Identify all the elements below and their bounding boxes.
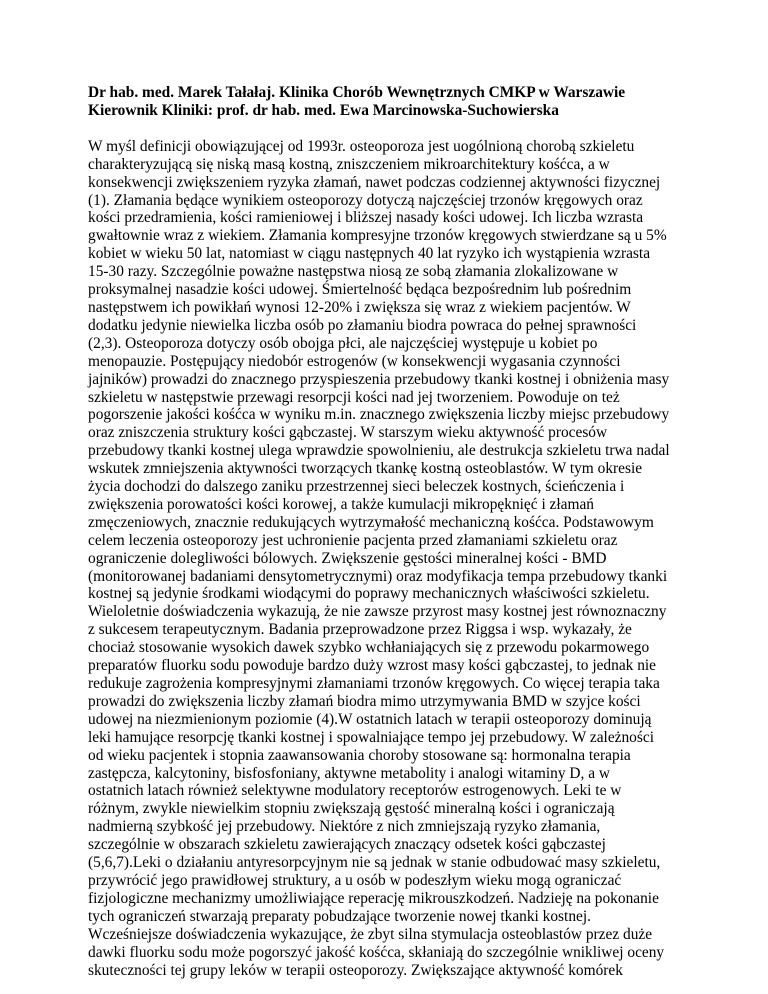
body-text-line: kostnej są jedynie środkami wiodącymi do poprawy mechanicznych właściwości szkieletu.: [88, 585, 650, 603]
article-body: [88, 138, 688, 980]
body-text-line: przywrócić jego prawidłowej struktury, a u osób w podeszłym wieku mogą ograniczać: [88, 871, 622, 889]
body-text-line: Wcześniejsze doświadczenia wykazujące, że zbyt silna stymulacja osteoblastów przez duże: [88, 925, 653, 943]
body-text-line: tych ograniczeń stwarzają preparaty pobudzające tworzenie nowej tkanki kostnej.: [88, 907, 591, 925]
body-text-line: (2,3). Osteoporoza dotyczy osób obojga płci, ale najczęściej występuje u kobiet po: [88, 334, 598, 352]
body-text-line: dodatku jedynie niewielka liczba osób po złamaniu biodra powraca do pełnej sprawności: [88, 316, 637, 334]
body-text-line: przebudowy tkanki kostnej ulega wprawdzie spowolnieniu, ale destrukcja szkieletu trwa nadal: [88, 442, 670, 460]
body-text-line: charakteryzującą się niską masą kostną, zniszczeniem mikroarchitektury kośćca, a w: [88, 155, 610, 173]
body-text-line: życia dochodzi do dalszego zaniku przestrzennej sieci beleczek kostnych, ścieńczenia i: [88, 478, 625, 496]
body-text-line: skuteczności tej grupy leków w terapii osteoporozy. Zwiększające aktywność komórek: [88, 961, 623, 979]
body-text-line: kości przedramienia, kości ramieniowej i bliższej nasady kości udowej. Ich liczba wzrasta: [88, 209, 644, 227]
body-text-line: zmęczeniowych, znacznie redukujących wytrzymałość mechaniczną kośćca. Podstawowym: [88, 513, 654, 531]
document-page: [88, 84, 688, 979]
body-text-line: nadmierną szybkość jej przebudowy. Niektóre z nich zmniejszają ryzyko złamania,: [88, 818, 601, 836]
body-text-line: szkieletu w następstwie przewagi resorpcji kości nad jej tworzeniem. Powoduje on też: [88, 388, 620, 406]
body-text-line: z sukcesem terapeutycznym. Badania przeprowadzone przez Riggsa i wsp. wykazały, że: [88, 621, 632, 639]
body-text-line: (5,6,7).Leki o działaniu antyresorpcyjnym nie są jednak w stanie odbudować masy szkieletu,: [88, 854, 661, 872]
body-text-line: zwiększenia porowatości kości korowej, a także kumulacji mikropęknięć i złamań: [88, 495, 594, 513]
body-text-line: 15-30 razy. Szczególnie poważne następstwa niosą ze sobą złamania zlokalizowane w: [88, 263, 619, 281]
body-text-line: (1). Złamania będące wynikiem osteoporozy dotyczą najczęściej trzonów kręgowych oraz: [88, 191, 643, 209]
body-text-line: udowej na niezmienionym poziomie (4).W ostatnich latach w terapii osteoporozy dominują: [88, 710, 652, 728]
body-text-line: gwałtownie wraz z wiekiem. Złamania kompresyjne trzonów kręgowych stwierdzane są u 5%: [88, 227, 667, 245]
body-text-line: wskutek zmniejszenia aktywności tworzących tkankę kostną osteoblastów. W tym okresie: [88, 460, 643, 478]
body-text-line: ograniczenie dolegliwości bólowych. Zwiększenie gęstości mineralnej kości - BMD: [88, 549, 607, 567]
body-text-line: chociaż stosowanie wysokich dawek szybko wchłaniających się z przewodu pokarmowego: [88, 639, 650, 657]
body-text-line: następstwem ich powikłań wynosi 12-20% i zwiększa się wraz z wiekiem pacjentów. W: [88, 298, 631, 316]
body-text-line: ostatnich latach również selektywne modulatory receptorów estrogenowych. Leki te w: [88, 782, 622, 800]
body-text-line: preparatów fluorku sodu powoduje bardzo duży wzrost masy kości gąbczastej, to jednak nie: [88, 657, 657, 675]
body-text-line: fizjologiczne mechanizmy umożliwiające reperację mikrouszkodzeń. Nadzieję na pokonanie: [88, 889, 659, 907]
body-text-line: jajników) prowadzi do znacznego przyspieszenia przebudowy tkanki kostnej i obniżenia masy: [88, 370, 670, 388]
body-text-line: konsekwencji zwiększeniem ryzyka złamań, nawet podczas codziennej aktywności fizycznej: [88, 173, 661, 191]
body-text-line: menopauzie. Postępujący niedobór estrogenów (w konsekwencji wygasania czynności: [88, 352, 621, 370]
body-text-line: kobiet w wieku 50 lat, natomiast w ciągu następnych 40 lat ryzyko ich wystąpienia wzrasta: [88, 245, 651, 263]
body-text-line: pogorszenie jakości kośćca w wyniku m.in. znacznego zwiększenia liczby miejsc przebudowy: [88, 406, 670, 424]
body-text-line: proksymalnej nasadzie kości udowej. Śmiertelność będąca bezpośrednim lub pośrednim: [88, 281, 632, 299]
paragraph-spacer: [88, 120, 688, 138]
body-text-line: Wieloletnie doświadczenia wykazują, że nie zawsze przyrost masy kostnej jest równoznaczny: [88, 603, 667, 621]
body-text-line: prowadzi do zwiększenia liczby złamań biodra mimo utrzymywania BMD w szyjce kości: [88, 692, 641, 710]
body-text-line: oraz zniszczenia struktury kości gąbczastej. W starszym wieku aktywność procesów: [88, 424, 608, 442]
body-text-line: od wieku pacjentek i stopnia zaawansowania choroby stosowane są: hormonalna terapia: [88, 746, 631, 764]
body-text-line: dawki fluorku sodu może pogorszyć jakość kośćca, skłaniają do szczególnie wnikliwej oceny: [88, 943, 665, 961]
body-text-line: zastępcza, kalcytoniny, bisfosfoniany, aktywne metabolity i analogi witaminy D, a w: [88, 764, 610, 782]
author-affiliation-line: Dr hab. med. Marek Tałałaj. Klinika Chorób Wewnętrznych CMKP w Warszawie: [88, 84, 626, 101]
clinic-head-line: Kierownik Kliniki: prof. dr hab. med. Ewa Marcinowska-Suchowierska: [88, 101, 559, 119]
body-text-line: (monitorowanej badaniami densytometrycznymi) oraz modyfikacja tempa przebudowy tkanki: [88, 567, 668, 585]
body-text-line: redukuje zagrożenia kompresyjnymi złamaniami trzonów kręgowych. Co więcej terapia taka: [88, 675, 660, 692]
body-text-line: szczególnie w obszarach szkieletu zawierających znaczący odsetek kości gąbczastej: [88, 836, 606, 854]
body-text-line: W myśl definicji obowiązującej od 1993r. osteoporoza jest uogólnioną chorobą szkieletu: [88, 137, 635, 155]
body-text-line: celem leczenia osteoporozy jest uchronienie pacjenta przed złamaniami szkieletu oraz: [88, 531, 618, 549]
body-text-line: różnym, zwykle niewielkim stopniu zwiększają gęstość mineralną kości i ograniczają: [88, 800, 615, 818]
body-text-line: leki hamujące resorpcję tkanki kostnej i spowalniające tempo jej przebudowy. W zależności: [88, 728, 654, 746]
